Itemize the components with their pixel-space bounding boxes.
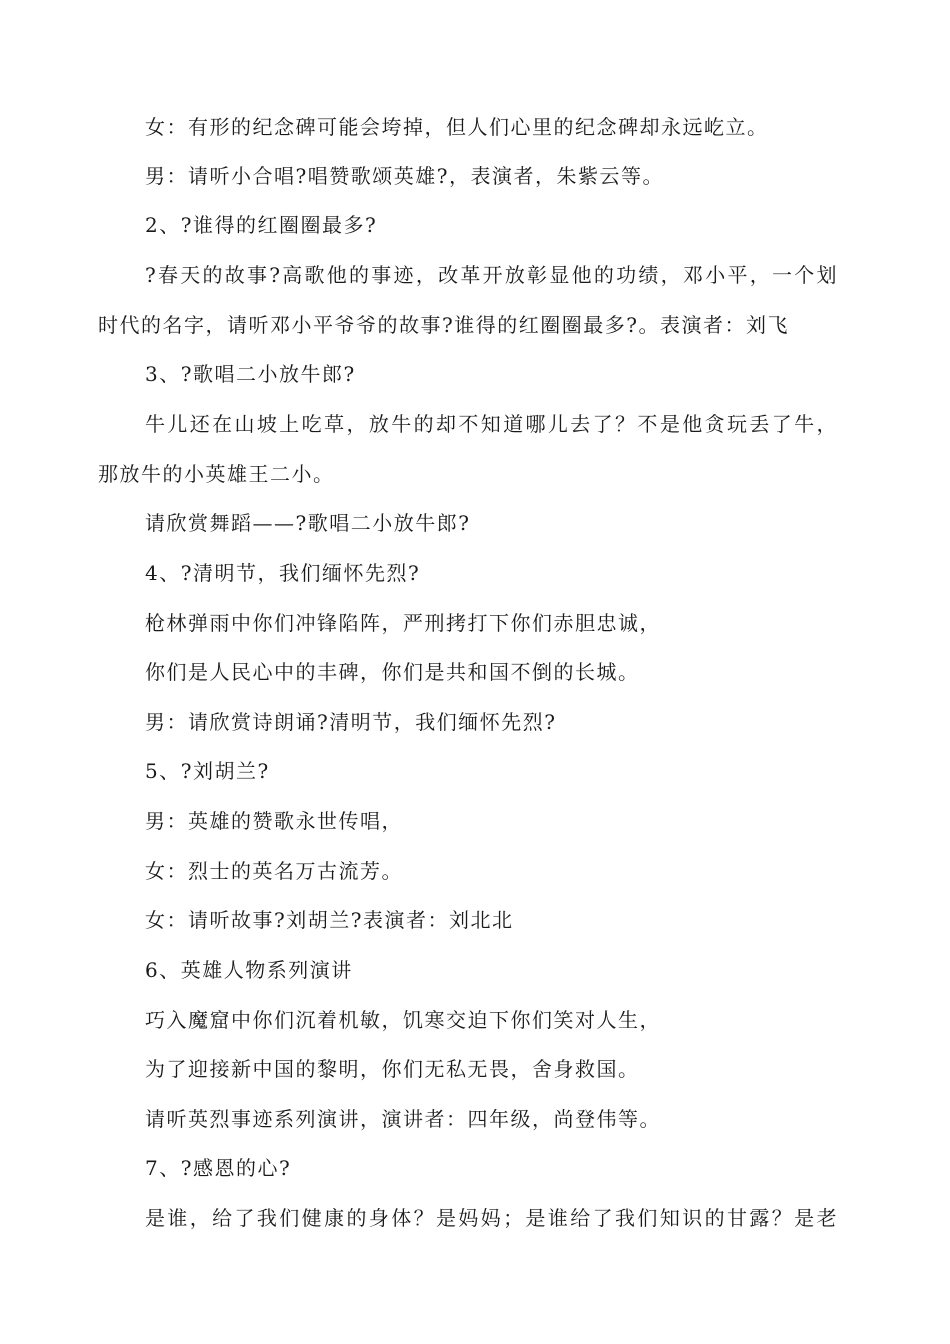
- text-line: 请欣赏舞蹈——?歌唱二小放牛郎?: [145, 511, 471, 535]
- text-line: 女：请听故事?刘胡兰?表演者：刘北北: [145, 908, 514, 932]
- text-line: 枪林弹雨中你们冲锋陷阵，严刑拷打下你们赤胆忠诚，: [145, 611, 661, 635]
- section-heading: 4、?清明节，我们缅怀先烈?: [145, 561, 421, 585]
- text-line: 是谁，给了我们健康的身体？是妈妈；是谁给了我们知识的甘露？是老: [145, 1206, 838, 1230]
- text-line: 女：有形的纪念碑可能会垮掉，但人们心里的纪念碑却永远屹立。: [145, 115, 769, 139]
- text-line: 巧入魔窟中你们沉着机敏，饥寒交迫下你们笑对人生，: [145, 1008, 661, 1032]
- section-heading: 2、?谁得的红圈圈最多?: [145, 213, 378, 237]
- text-line: 你们是人民心中的丰碑，你们是共和国不倒的长城。: [145, 660, 640, 684]
- text-line: 男：请欣赏诗朗诵?清明节，我们缅怀先烈?: [145, 710, 557, 734]
- text-line: 那放牛的小英雄王二小。: [98, 462, 335, 486]
- text-line: 牛儿还在山坡上吃草，放牛的却不知道哪儿去了？不是他贪玩丢了牛，: [145, 412, 838, 436]
- text-line: 男：英雄的赞歌永世传唱，: [145, 809, 403, 833]
- text-line: ?春天的故事?高歌他的事迹，改革开放彰显他的功绩，邓小平，一个划: [145, 263, 838, 287]
- text-line: 男：请听小合唱?唱赞歌颂英雄?，表演者，朱紫云等。: [145, 164, 664, 188]
- section-heading: 7、?感恩的心?: [145, 1156, 292, 1180]
- text-line: 为了迎接新中国的黎明，你们无私无畏，舍身救国。: [145, 1057, 640, 1081]
- section-heading: 3、?歌唱二小放牛郎?: [145, 362, 356, 386]
- text-line: 请听英烈事迹系列演讲，演讲者：四年级，尚登伟等。: [145, 1107, 661, 1131]
- text-line: 时代的名字，请听邓小平爷爷的故事?谁得的红圈圈最多?。表演者：刘飞: [98, 313, 789, 337]
- section-heading: 5、?刘胡兰?: [145, 759, 270, 783]
- section-heading: 6、英雄人物系列演讲: [145, 958, 353, 982]
- text-line: 女：烈士的英名万古流芳。: [145, 859, 403, 883]
